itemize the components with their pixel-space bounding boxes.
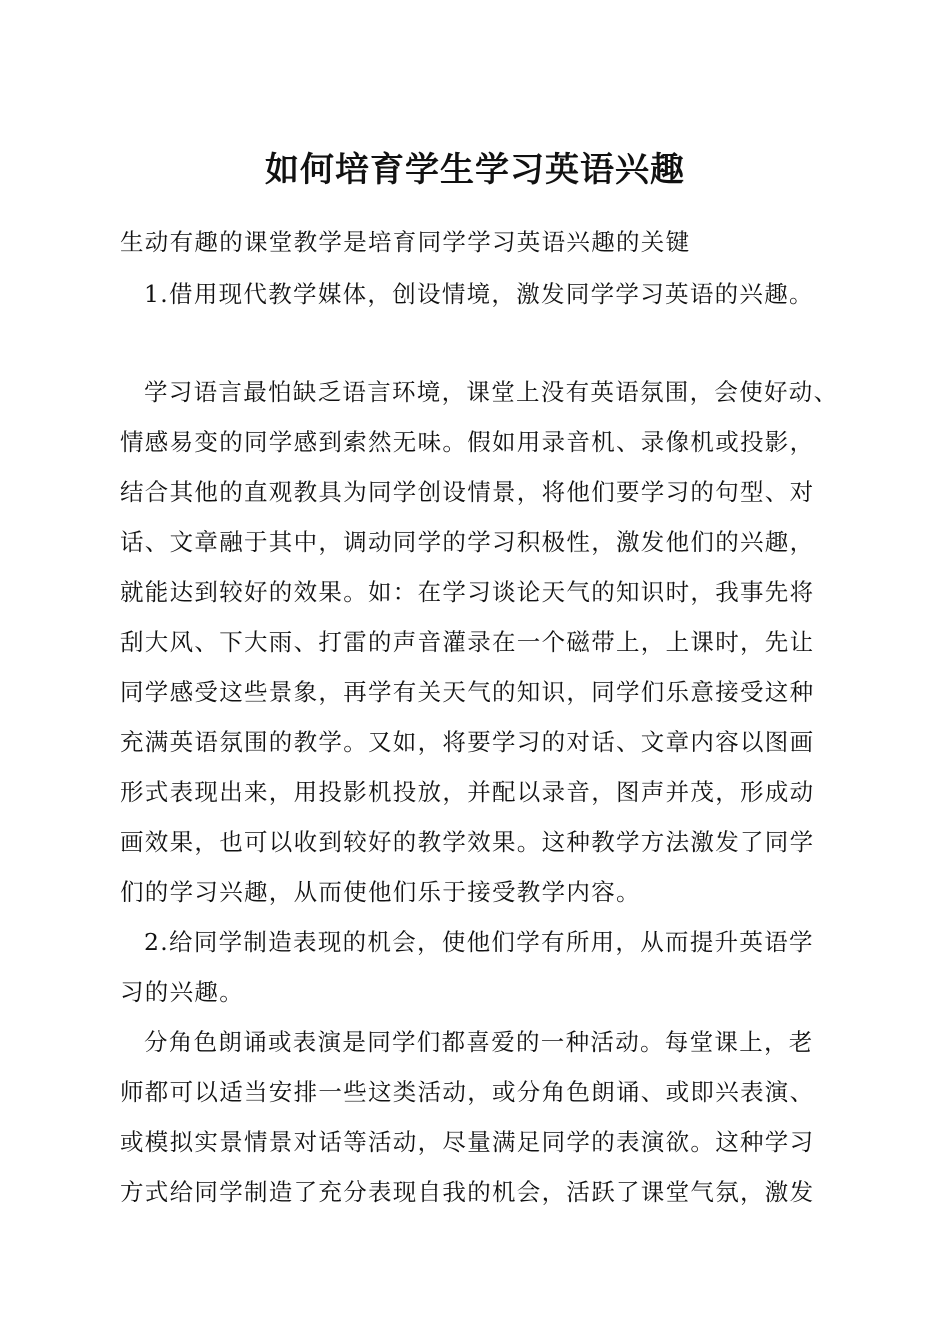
text-line: 结合其他的直观教具为同学创设情景，将他们要学习的句型、对	[120, 478, 815, 506]
text-line: 情感易变的同学感到索然无味。假如用录音机、录像机或投影，	[120, 428, 815, 456]
text-line-item-1-heading: 1.借用现代教学媒体，创设情境，激发同学学习英语的兴趣。	[144, 280, 814, 308]
text-line: 师都可以适当安排一些这类活动，或分角色朗诵、或即兴表演、	[120, 1078, 815, 1106]
document-title: 如何培育学生学习英语兴趣	[265, 150, 685, 190]
text-line: 学习语言最怕缺乏语言环境，课堂上没有英语氛围，会使好动、	[144, 378, 839, 406]
text-line: 充满英语氛围的教学。又如，将要学习的对话、文章内容以图画	[120, 728, 815, 756]
text-line-item-2-heading-cont: 习的兴趣。	[120, 978, 244, 1006]
text-line: 或模拟实景情景对话等活动，尽量满足同学的表演欲。这种学习	[120, 1128, 815, 1156]
text-line: 方式给同学制造了充分表现自我的机会，活跃了课堂气氛，激发	[120, 1178, 815, 1206]
text-line-item-2-heading: 2.给同学制造表现的机会，使他们学有所用，从而提升英语学	[144, 928, 814, 956]
text-line: 话、文章融于其中，调动同学的学习积极性，激发他们的兴趣，	[120, 528, 815, 556]
text-line: 们的学习兴趣，从而使他们乐于接受教学内容。	[120, 878, 641, 906]
text-line: 刮大风、下大雨、打雷的声音灌录在一个磁带上，上课时，先让	[120, 628, 815, 656]
text-line: 画效果，也可以收到较好的教学效果。这种教学方法激发了同学	[120, 828, 815, 856]
text-line-section-heading: 生动有趣的课堂教学是培育同学学习英语兴趣的关键	[120, 228, 691, 256]
text-line: 形式表现出来，用投影机投放，并配以录音，图声并茂，形成动	[120, 778, 815, 806]
text-line: 同学感受这些景象，再学有关天气的知识，同学们乐意接受这种	[120, 678, 815, 706]
text-line: 分角色朗诵或表演是同学们都喜爱的一种活动。每堂课上，老	[144, 1028, 814, 1056]
text-line: 就能达到较好的效果。如：在学习谈论天气的知识时，我事先将	[120, 578, 815, 606]
